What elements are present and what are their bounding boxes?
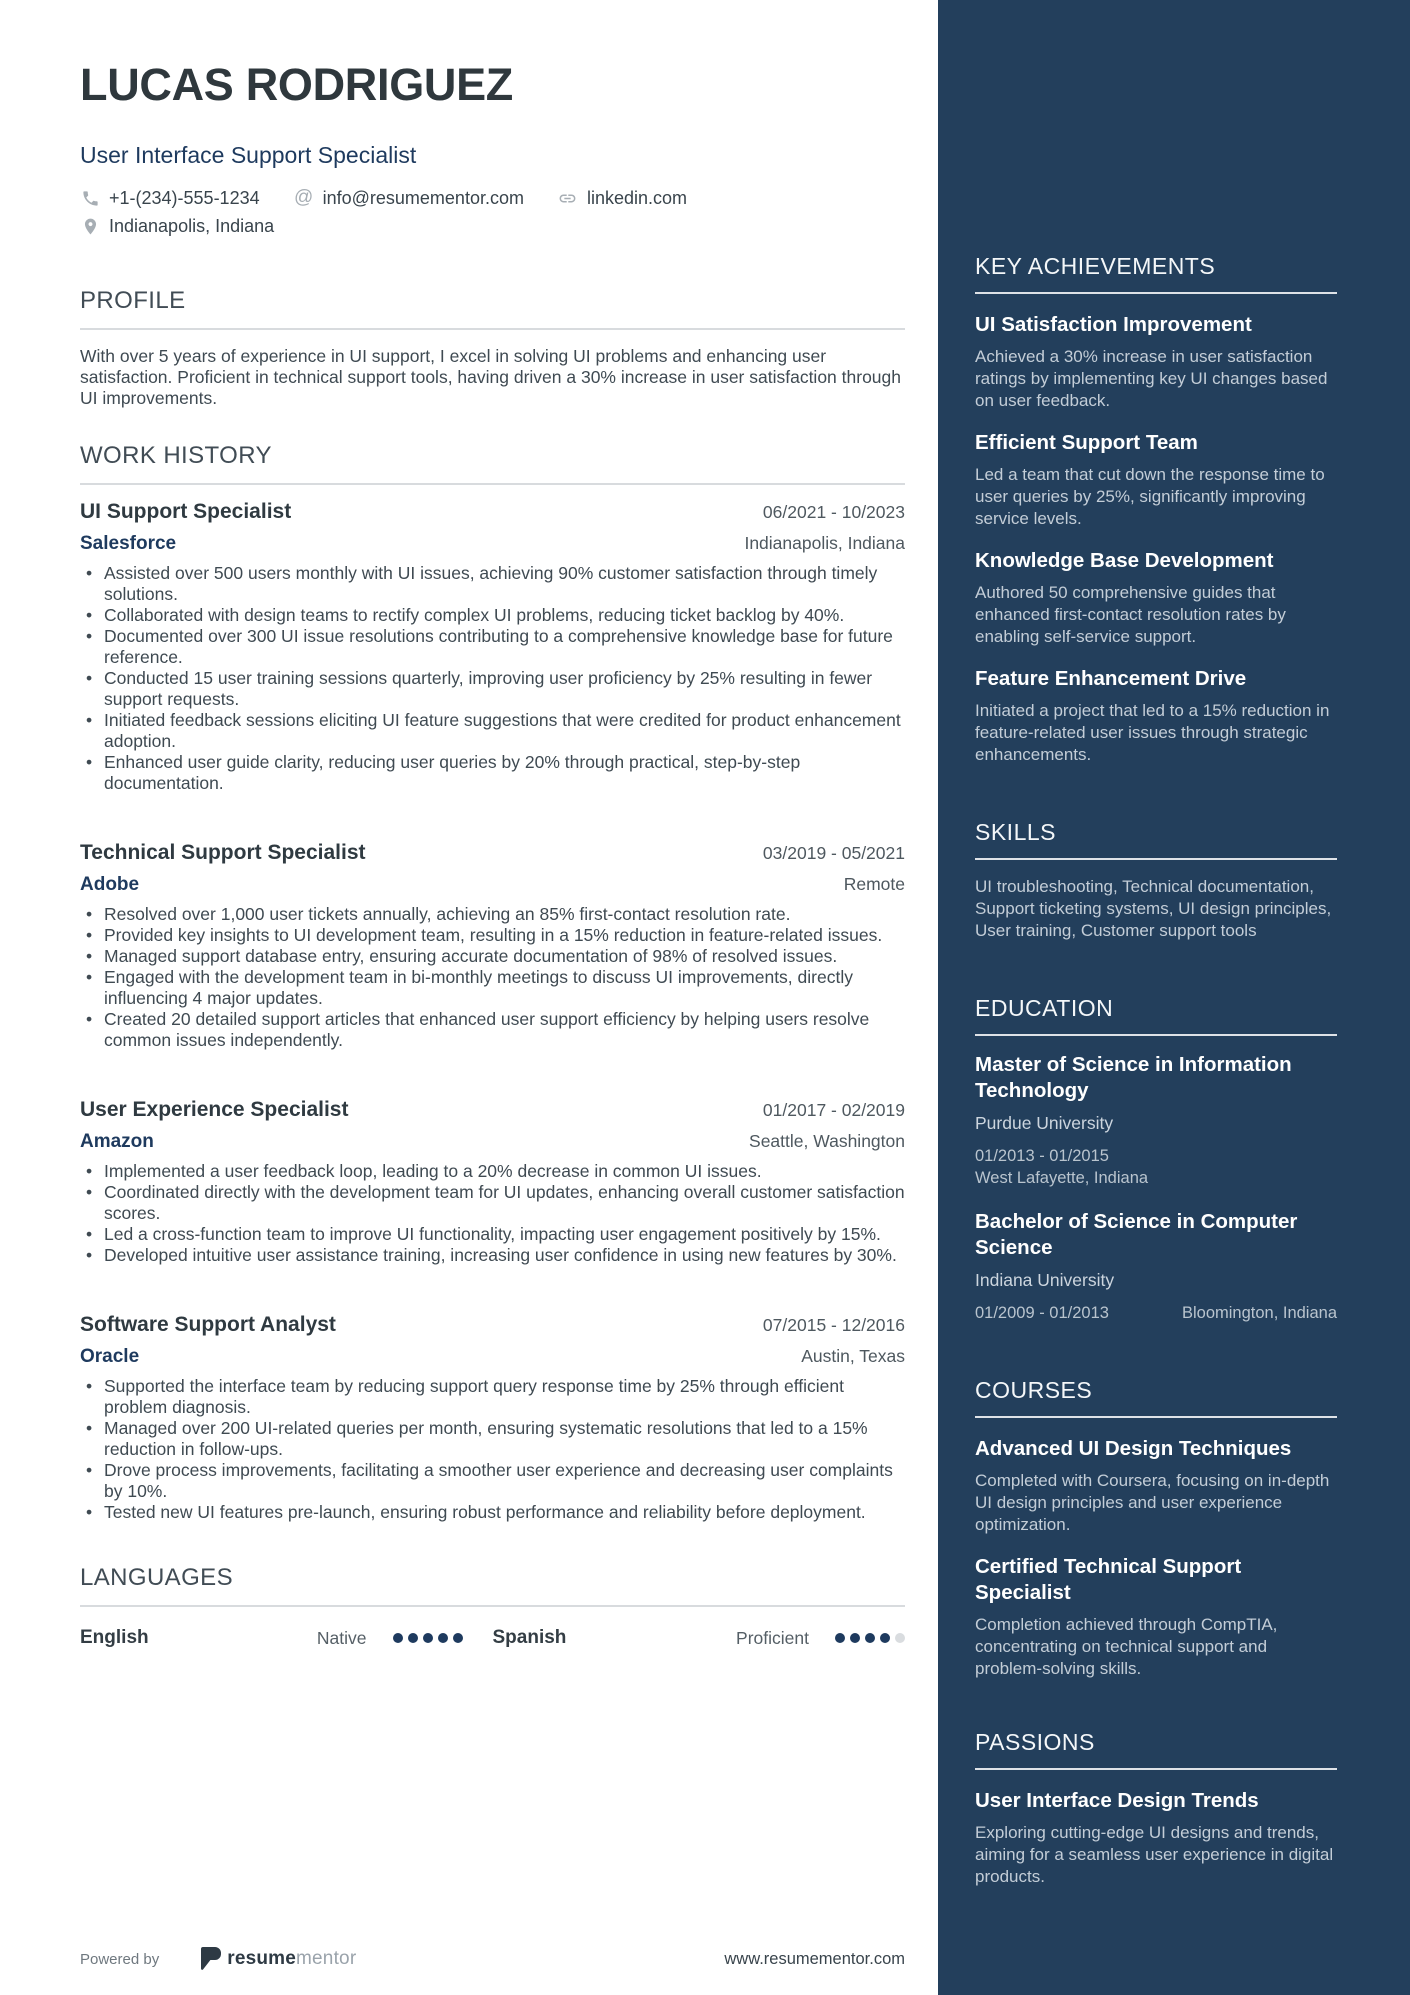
- rating-dot: [408, 1633, 418, 1643]
- job-bullet: • Developed intuitive user assistance training, increasing user confidence in using new features by 30%.: [80, 1245, 905, 1266]
- profile-heading: PROFILE: [80, 287, 186, 314]
- section-divider: [80, 1605, 905, 1607]
- location-pin-icon: [80, 216, 100, 236]
- job-bullet: • Conducted 15 user training sessions quarterly, improving user proficiency by 25% resulting in fewer support requests.: [80, 668, 905, 710]
- degree-school: Purdue University: [975, 1113, 1114, 1133]
- course-title: Certified Technical Support Specialist: [975, 1555, 1242, 1604]
- course-text: Completion achieved through CompTIA, concentrating on technical support and problem-solving skills.: [975, 1615, 1278, 1678]
- website-url[interactable]: linkedin.com: [586, 188, 688, 208]
- skills-text: UI troubleshooting, Technical documentation, Support ticketing systems, UI design principles, User training, Customer support tools: [975, 877, 1332, 940]
- job-bullets: [80, 904, 905, 1051]
- job-company: Salesforce: [80, 533, 177, 554]
- job-bullet: • Documented over 300 UI issue resolutions contributing to a comprehensive knowledge base for future reference.: [80, 626, 905, 668]
- courses-heading: COURSES: [975, 1377, 1093, 1403]
- job-dates: 06/2021 - 10/2023: [762, 502, 905, 522]
- location-item: [80, 214, 274, 238]
- section-divider: [975, 1416, 1337, 1418]
- section-divider: [975, 1768, 1337, 1770]
- section-divider: [80, 328, 905, 330]
- job-bullet: • Created 20 detailed support articles that enhanced user support efficiency by helping users resolve common issues independently.: [80, 1009, 905, 1051]
- job-bullet: • Led a cross-function team to improve UI functionality, impacting user engagement positively by 15%.: [80, 1224, 905, 1245]
- page-footer: [80, 1947, 905, 1971]
- key-achievements-section: [975, 252, 1337, 766]
- job-bullets: [80, 563, 905, 794]
- achievement-text: Authored 50 comprehensive guides that enhanced first-contact resolution rates by enabling self-service support.: [975, 583, 1286, 646]
- phone-number: +1-(234)-555-1234: [109, 188, 260, 208]
- at-icon: @: [293, 187, 314, 208]
- achievement-item: [975, 666, 1337, 766]
- language-rating-dots: [835, 1633, 905, 1643]
- job-bullet: • Initiated feedback sessions eliciting UI feature suggestions that were credited for product enhancement adoption.: [80, 710, 905, 752]
- powered-by-label: Powered by: [80, 1950, 160, 1968]
- job-location: Remote: [843, 874, 905, 894]
- job-bullet: • Tested new UI features pre-launch, ensuring robust performance and reliability before deployment.: [80, 1502, 905, 1523]
- job-location: Seattle, Washington: [749, 1131, 905, 1151]
- contact-info: [80, 186, 905, 238]
- degree-entry: [975, 1209, 1337, 1324]
- course-title: Advanced UI Design Techniques: [975, 1437, 1292, 1460]
- passion-text: Exploring cutting-edge UI designs and trends, aiming for a seamless user experience in digital products.: [975, 1823, 1334, 1886]
- section-divider: [975, 292, 1337, 294]
- degree-location: Bloomington, Indiana: [1181, 1304, 1337, 1322]
- job-location: Indianapolis, Indiana: [744, 533, 905, 553]
- rating-dot: [865, 1633, 875, 1643]
- achievement-item: [975, 430, 1337, 530]
- job-title: Software Support Analyst: [80, 1313, 336, 1336]
- section-divider: [975, 858, 1337, 860]
- achievement-title: Knowledge Base Development: [975, 549, 1274, 572]
- email-item[interactable]: [294, 186, 524, 210]
- resumementor-logo-icon: [201, 1947, 221, 1971]
- language-name: English: [80, 1627, 149, 1648]
- languages-row: [80, 1627, 905, 1649]
- footer-url[interactable]: www.resumementor.com: [724, 1949, 905, 1968]
- achievement-text: Led a team that cut down the response time to user queries by 25%, significantly improving service levels.: [975, 465, 1325, 528]
- rating-dot: [880, 1633, 890, 1643]
- course-text: Completed with Coursera, focusing on in-depth UI design principles and user experience optimization.: [975, 1471, 1330, 1534]
- job-company: Amazon: [80, 1131, 154, 1152]
- job-dates: 03/2019 - 05/2021: [762, 843, 905, 863]
- passion-item: [975, 1788, 1337, 1888]
- job-entry: [80, 499, 905, 794]
- job-title: UI Support Specialist: [80, 500, 292, 523]
- job-bullet: • Resolved over 1,000 user tickets annually, achieving an 85% first-contact resolution rate.: [80, 904, 905, 925]
- work-history-section: [80, 441, 905, 1523]
- job-bullet: • Supported the interface team by reducing support query response time by 25% through efficient problem diagnosis.: [80, 1376, 905, 1418]
- job-bullets: [80, 1161, 905, 1266]
- rating-dot: [895, 1633, 905, 1643]
- courses-section: [975, 1376, 1337, 1680]
- brand-name: resumementor: [227, 1948, 357, 1969]
- skills-heading: SKILLS: [975, 819, 1056, 845]
- candidate-title: User Interface Support Specialist: [80, 142, 417, 168]
- languages-heading: LANGUAGES: [80, 1564, 233, 1591]
- job-dates: 07/2015 - 12/2016: [762, 1315, 905, 1335]
- contact-row-1: [80, 186, 905, 210]
- contact-row-2: [80, 214, 905, 238]
- achievement-text: Initiated a project that led to a 15% reduction in feature-related user issues through strategic enhancements.: [975, 701, 1330, 764]
- brand: [201, 1947, 356, 1971]
- sidebar: [938, 0, 1410, 1995]
- job-bullet: • Managed over 200 UI-related queries per month, ensuring systematic resolutions that led to a 15% reduction in follow-ups.: [80, 1418, 905, 1460]
- email-address[interactable]: info@resumementor.com: [322, 188, 524, 208]
- passions-section: [975, 1728, 1337, 1888]
- achievement-text: Achieved a 30% increase in user satisfaction ratings by implementing key UI changes based on user feedback.: [975, 347, 1328, 410]
- language-level: Proficient: [736, 1627, 809, 1648]
- languages-section: [80, 1563, 905, 1649]
- language-name: Spanish: [492, 1627, 567, 1648]
- job-bullet: • Managed support database entry, ensuring accurate documentation of 98% of resolved issues.: [80, 946, 905, 967]
- degree-dates: 01/2009 - 01/2013: [975, 1304, 1109, 1322]
- job-bullet: • Drove process improvements, facilitating a smoother user experience and decreasing user complaints by 10%.: [80, 1460, 905, 1502]
- education-heading: EDUCATION: [975, 995, 1114, 1021]
- rating-dot: [438, 1633, 448, 1643]
- job-company: Adobe: [80, 874, 140, 895]
- achievement-title: UI Satisfaction Improvement: [975, 313, 1252, 336]
- course-item: [975, 1554, 1337, 1680]
- degree-entry: [975, 1052, 1337, 1189]
- key-achievements-heading: KEY ACHIEVEMENTS: [975, 253, 1216, 279]
- rating-dot: [835, 1633, 845, 1643]
- job-title: Technical Support Specialist: [80, 841, 366, 864]
- course-item: [975, 1436, 1337, 1536]
- achievement-item: [975, 312, 1337, 412]
- link-icon: [558, 188, 578, 208]
- job-title: User Experience Specialist: [80, 1098, 349, 1121]
- achievement-title: Efficient Support Team: [975, 431, 1198, 454]
- rating-dot: [453, 1633, 463, 1643]
- rating-dot: [850, 1633, 860, 1643]
- job-bullet: • Assisted over 500 users monthly with UI issues, achieving 90% customer satisfaction through timely solutions.: [80, 563, 905, 605]
- phone-item: [80, 186, 260, 210]
- language-level: Native: [316, 1627, 367, 1648]
- language-item: [493, 1627, 906, 1649]
- job-bullets: [80, 1376, 905, 1523]
- rating-dot: [423, 1633, 433, 1643]
- degree-dates: 01/2013 - 01/2015: [975, 1147, 1109, 1165]
- education-section: [975, 994, 1337, 1324]
- candidate-name: LUCAS RODRIGUEZ: [80, 59, 513, 110]
- job-bullet: • Provided key insights to UI development team, resulting in a 15% reduction in feature-related issues.: [80, 925, 905, 946]
- passion-title: User Interface Design Trends: [975, 1789, 1259, 1812]
- work-history-heading: WORK HISTORY: [80, 442, 272, 469]
- passions-heading: PASSIONS: [975, 1729, 1095, 1755]
- rating-dot: [393, 1633, 403, 1643]
- degree-school: Indiana University: [975, 1270, 1115, 1290]
- degree-title: Bachelor of Science in Computer Science: [975, 1210, 1298, 1259]
- job-company: Oracle: [80, 1346, 140, 1367]
- job-bullet: • Enhanced user guide clarity, reducing user queries by 20% through practical, step-by-step documentation.: [80, 752, 905, 794]
- achievement-title: Feature Enhancement Drive: [975, 667, 1247, 690]
- profile-text: With over 5 years of experience in UI support, I excel in solving UI problems and enhancing user satisfaction. Proficient in technical support tools, having driven a 30% increase in user satisfaction through UI improvements.: [80, 346, 902, 408]
- job-entry: [80, 1312, 905, 1523]
- website-item[interactable]: [558, 186, 687, 210]
- section-divider: [80, 483, 905, 485]
- job-entry: [80, 1097, 905, 1266]
- job-bullet: • Coordinated directly with the development team for UI updates, enhancing overall customer satisfaction scores.: [80, 1182, 905, 1224]
- job-bullet: • Engaged with the development team in bi-monthly meetings to discuss UI improvements, directly influencing 4 major updates.: [80, 967, 905, 1009]
- degree-location: West Lafayette, Indiana: [975, 1169, 1149, 1187]
- job-bullet: • Implemented a user feedback loop, leading to a 20% decrease in common UI issues.: [80, 1161, 905, 1182]
- job-entry: [80, 840, 905, 1051]
- language-rating-dots: [393, 1633, 463, 1643]
- location-text: Indianapolis, Indiana: [109, 216, 275, 236]
- profile-section: [80, 286, 905, 409]
- section-divider: [975, 1034, 1337, 1036]
- degree-title: Master of Science in Information Technology: [975, 1053, 1292, 1102]
- job-location: Austin, Texas: [801, 1346, 905, 1366]
- job-bullet: • Collaborated with design teams to rectify complex UI problems, reducing ticket backlog by 40%.: [80, 605, 905, 626]
- achievement-item: [975, 548, 1337, 648]
- skills-section: [975, 818, 1337, 942]
- job-dates: 01/2017 - 02/2019: [762, 1100, 905, 1120]
- language-item: [80, 1627, 493, 1649]
- phone-icon: [80, 188, 100, 208]
